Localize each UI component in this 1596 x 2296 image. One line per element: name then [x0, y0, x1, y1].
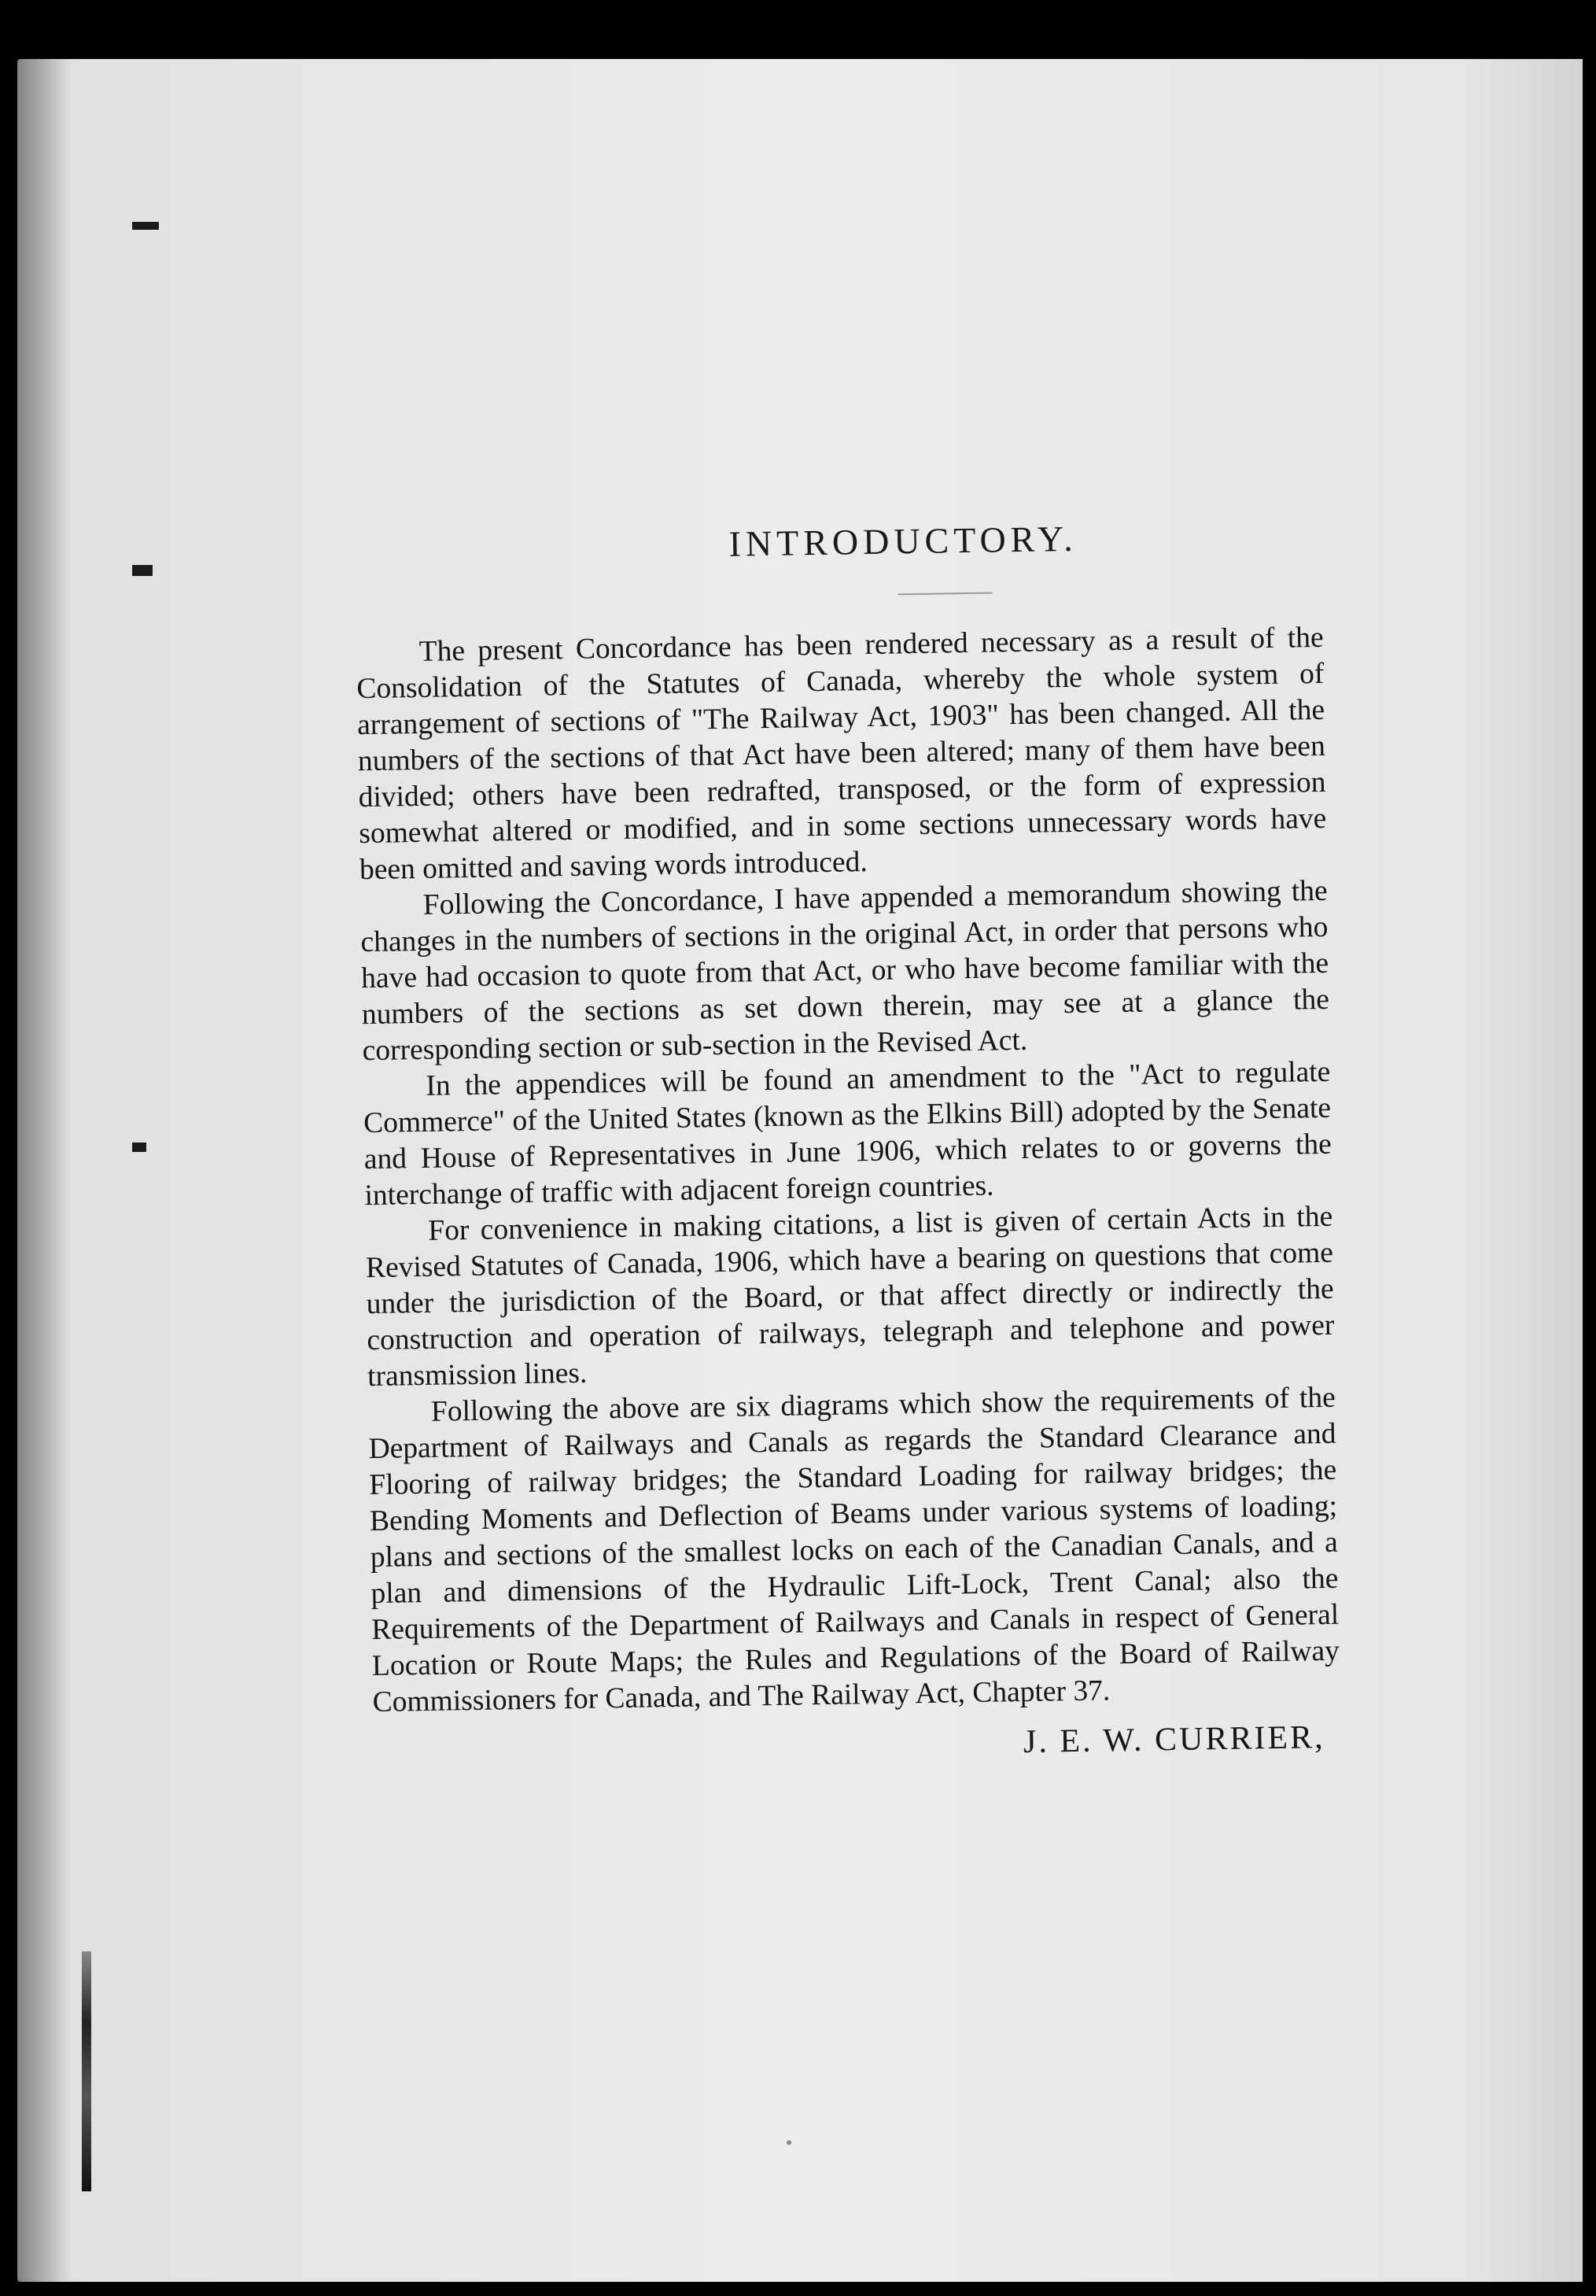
- page-title: INTRODUCTORY.: [728, 518, 1078, 564]
- margin-mark: [132, 1142, 146, 1152]
- author-signature: J. E. W. CURRIER,: [1023, 1719, 1325, 1761]
- document-body: [316, 620, 1340, 1722]
- margin-mark: [132, 222, 159, 230]
- scan-speck: [787, 2140, 791, 2145]
- paragraph: In the appendices will be found an amendment to the "Act to regulate Commerce" of the United States (known as the Elkins Bill) adopted by the Senate and House of Representatives in June 1906, which relates to or governs the interchange of traffic with adjacent foreign countries.: [363, 1055, 1332, 1213]
- paragraph: Following the above are six diagrams which show the requirements of the Department of Railways and Canals as regards the Standard Clearance and Flooring of railway bridges; the Standard Loading for railway bridges; the Bending Moments and Deflection of Beams under various systems of loading; plans and sections of the smallest locks on each of the Canadian Canals, and a plan and dimensions of the Hydraulic Lift-Lock, Trent Canal; also the Requirements of the Department of Railways and Canals in respect of General Location or Route Maps; the Rules and Regulations of the Board of Railway Commissioners for Canada, and The Railway Act, Chapter 37.: [368, 1381, 1340, 1719]
- paragraph: Following the Concordance, I have appended a memorandum showing the changes in the numbers of sections in the original Act, in order that persons who have had occasion to quote from that Act, or who have become familiar with the numbers of the sections as set down therein, may see at a glance the corresponding section or sub-section in the Revised Act.: [360, 874, 1330, 1068]
- binding-spine: [82, 1951, 91, 2191]
- title-divider: [898, 592, 993, 595]
- paragraph: For convenience in making citations, a list is given of certain Acts in the Revised Statutes of Canada, 1906, which have a bearing on questions that come under the jurisdiction of the Board, or that affect directly or indirectly the construction and operation of railways, telegraph and telephone and power transmission lines.: [365, 1200, 1335, 1393]
- document-content: [315, 500, 1341, 1772]
- paragraph: The present Concordance has been rendered necessary as a result of the Consolidation of the Statutes of Canada, whereby the whole system of arrangement of sections of "The Railway Act, 1903" has been changed. All the numbers of the sections of that Act have been altered; many of them have been divided; others have been redrafted, transposed, or the form of expression somewhat altered or modified, and in some sections unnecessary words have been omitted and saving words introduced.: [356, 621, 1327, 887]
- margin-mark: [132, 565, 153, 576]
- page-edge-shadow: [17, 59, 72, 2282]
